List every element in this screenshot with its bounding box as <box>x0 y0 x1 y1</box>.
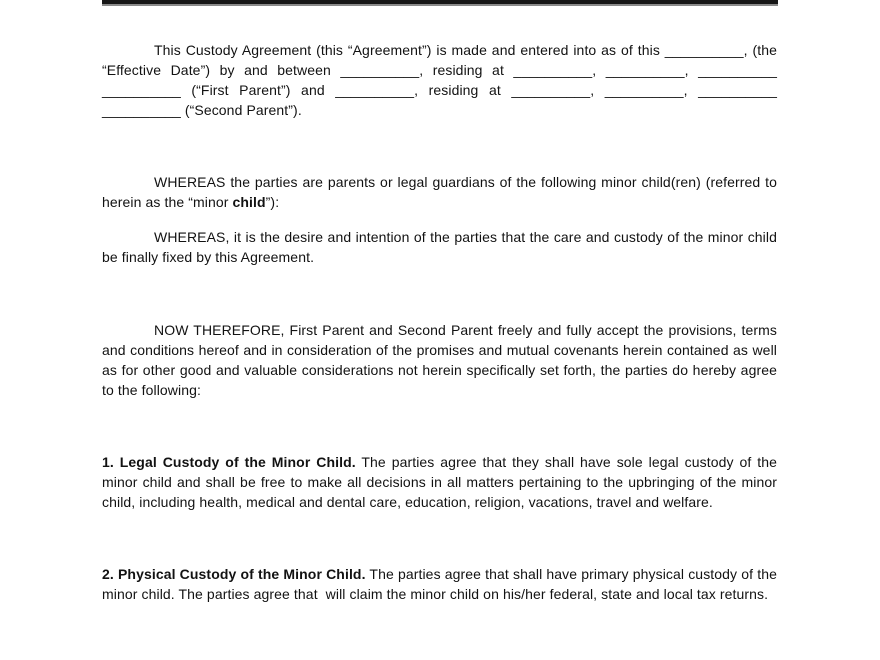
defined-term-minor-child: child <box>232 194 266 210</box>
whereas-custody-paragraph <box>102 227 777 267</box>
section-2-body-text: The parties agree that shall have primary physical custody of the minor child. The parties agree that will claim the minor child on his/her federal, state and local tax returns. <box>102 566 777 602</box>
whereas-custody-text: WHEREAS, it is the desire and intention of the parties that the care and custody of the minor child be finally fixed by this Agreement. <box>102 229 777 265</box>
section-2-physical-custody-paragraph <box>102 564 777 604</box>
document-body <box>102 0 777 604</box>
section-2-heading: 2. Physical Custody of the Minor Child. <box>102 566 366 582</box>
intro-paragraph-text: This Custody Agreement (this “Agreement”) is made and entered into as of this __________, (the “Effective Date”) by and between __________, residing at __________, __________, __________ __________ (“First Parent”) and __________, residing at __________, __________, __________ __________ (“Second Parent”). <box>102 42 777 118</box>
now-therefore-paragraph <box>102 320 777 400</box>
whereas-children-paragraph <box>102 172 777 212</box>
intro-paragraph <box>102 40 777 120</box>
section-1-body-text: The parties agree that they shall have sole legal custody of the minor child and shall be free to make all decisions in all matters pertaining to the upbringing of the minor child, including health, medical and dental care, education, religion, vacations, travel and welfare. <box>102 454 777 510</box>
whereas-children-text-end: ”): <box>265 194 280 210</box>
whereas-children-text: WHEREAS the parties are parents or legal guardians of the following minor child(ren) (referred to herein as the “minor <box>102 174 777 210</box>
now-therefore-text: NOW THEREFORE, First Parent and Second Parent freely and fully accept the provisions, terms and conditions hereof and in consideration of the promises and mutual covenants herein contained as well as for other good and valuable considerations not herein specifically set forth, the parties do hereby agree to the following: <box>102 322 777 398</box>
section-1-heading: 1. Legal Custody of the Minor Child. <box>102 454 356 470</box>
section-1-legal-custody-paragraph <box>102 452 777 512</box>
